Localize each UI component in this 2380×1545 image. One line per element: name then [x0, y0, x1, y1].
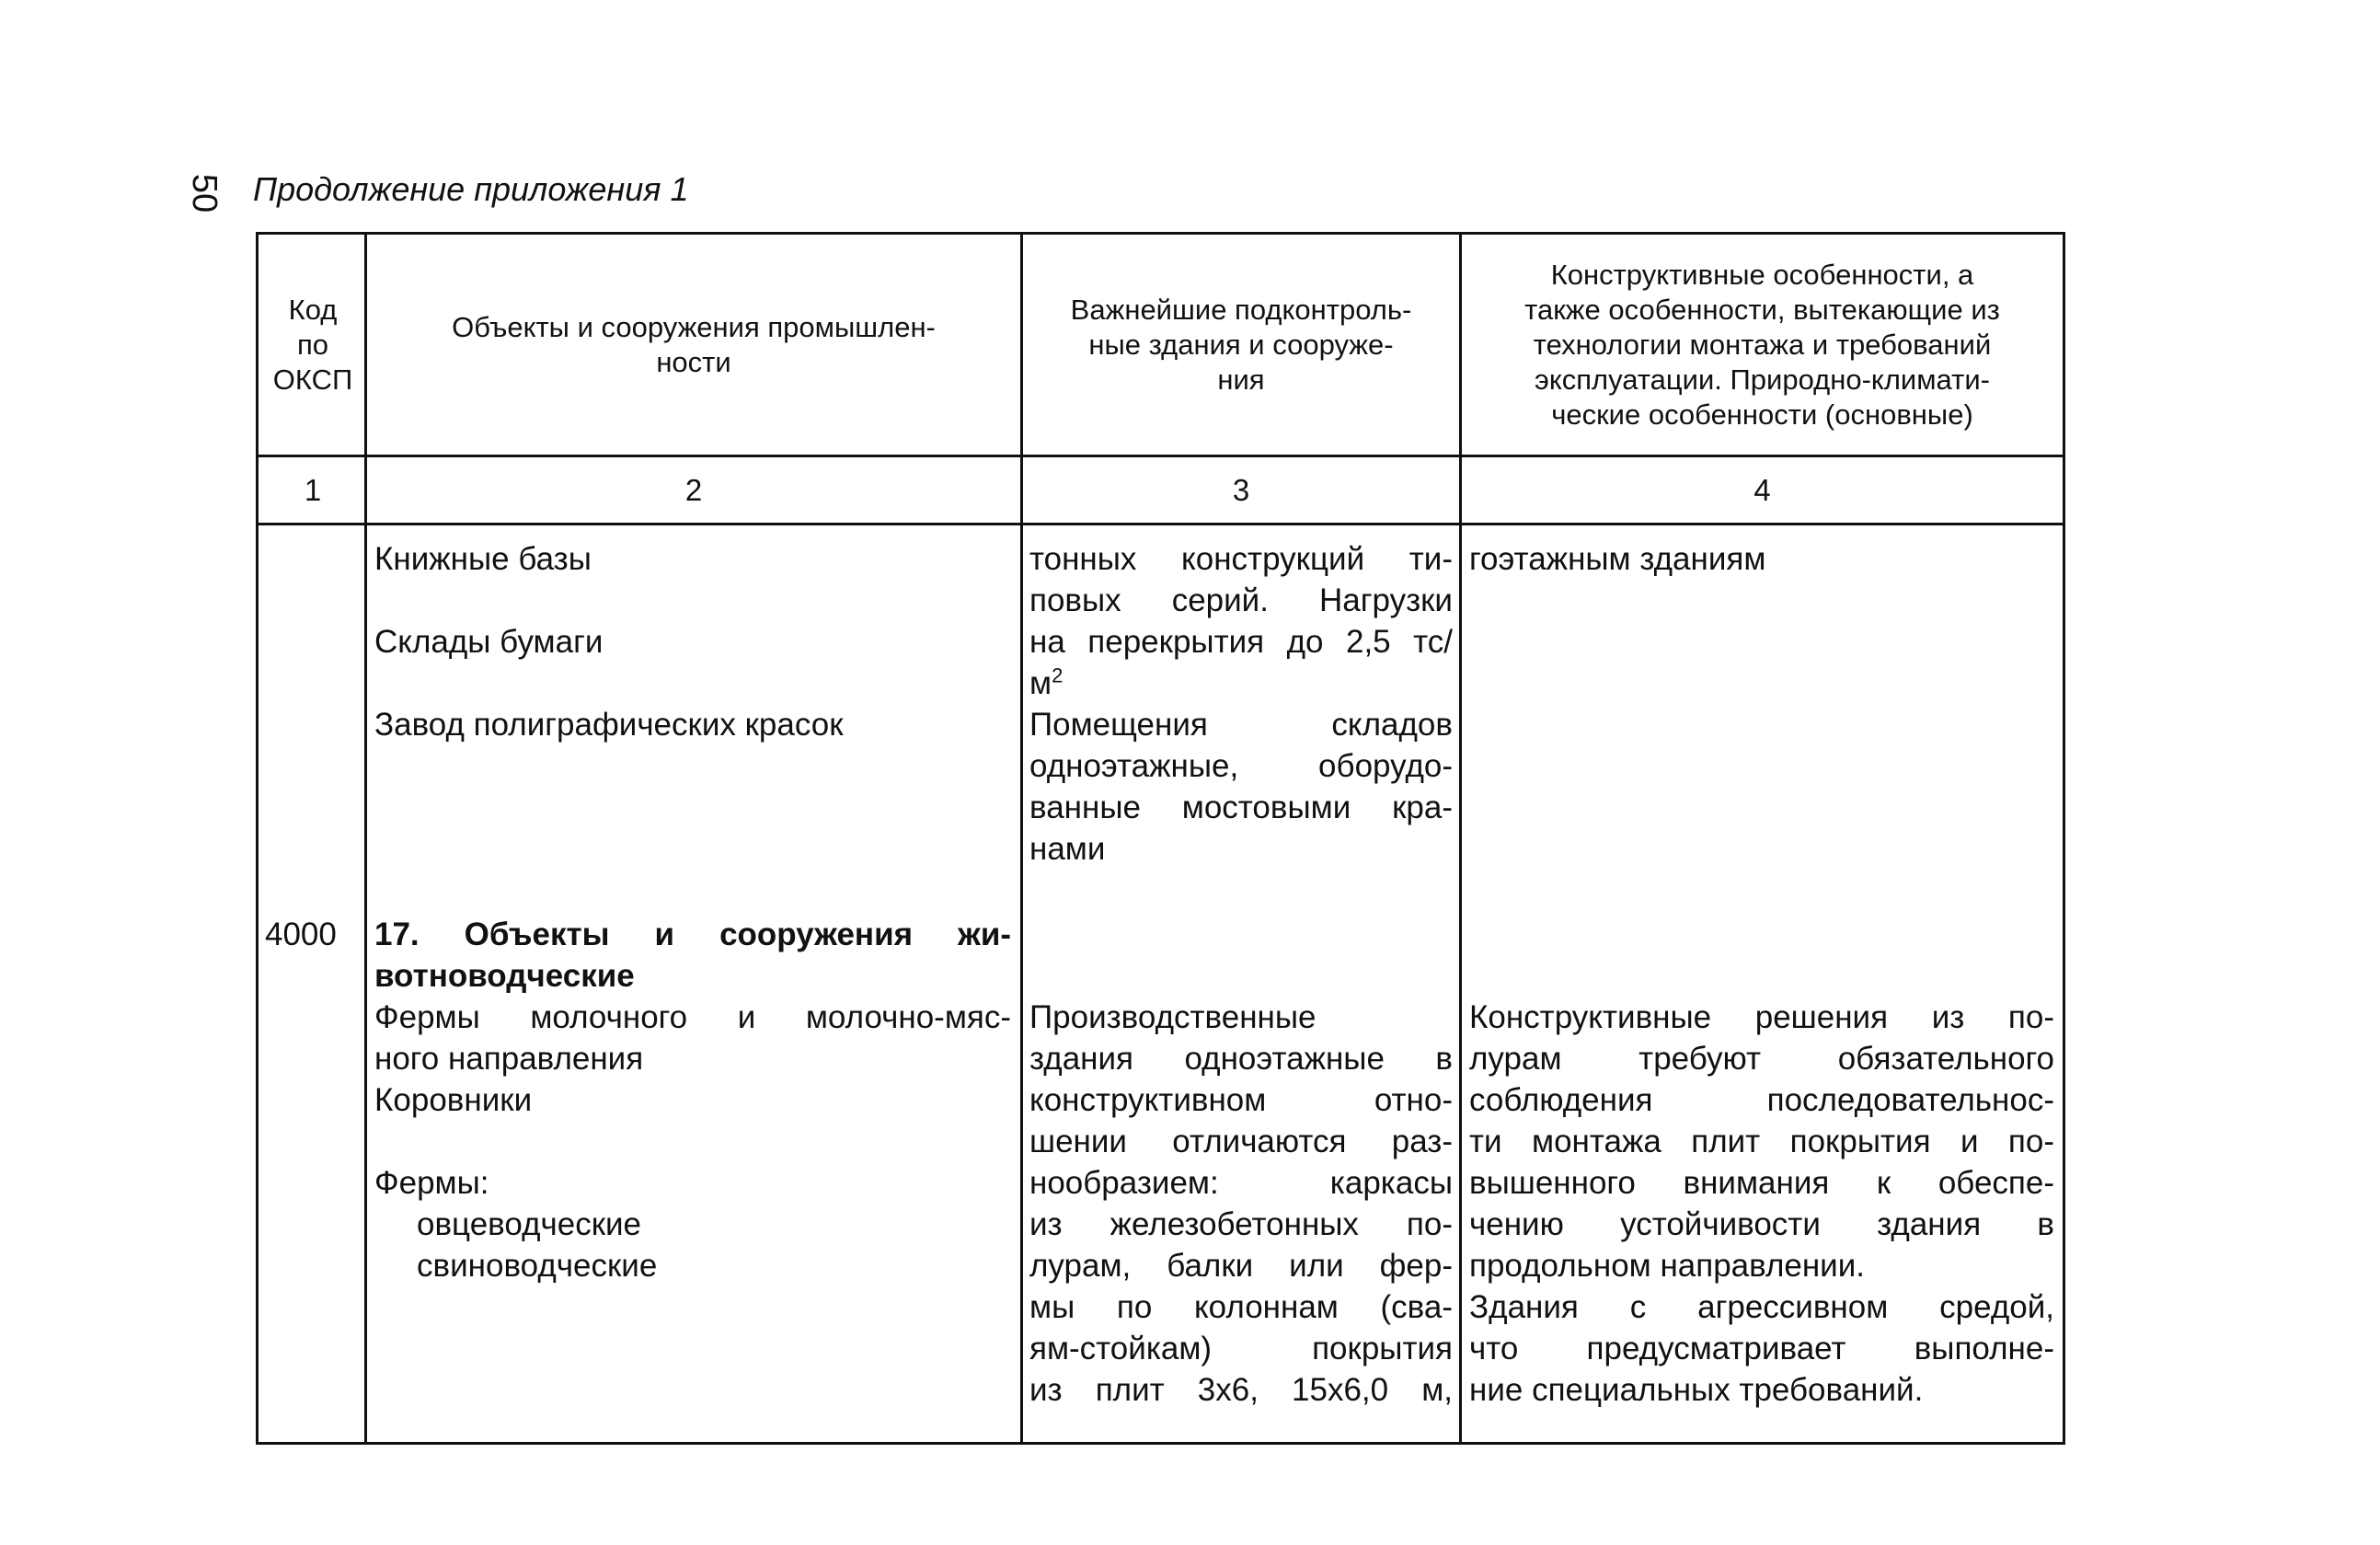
buildings-warehouse-text: Помещения складов одноэтажные, оборудо- ванные мостовыми кра- нами [1029, 707, 1453, 867]
header-buildings: Важнейшие подконтроль- ные здания и сооруже- ния [1070, 293, 1412, 396]
object-pig-farms: свиноводческие [417, 1248, 658, 1284]
features-top-text: гоэтажным зданиям [1469, 541, 1766, 577]
data-table [256, 232, 2065, 1445]
column-number-1: 1 [304, 472, 322, 507]
buildings-top-text: тонных конструкций ти- повых серий. Нагрузки на перекрытия до 2,5 тс/ $м^2$ [1029, 541, 1453, 701]
column-number-4: 4 [1753, 472, 1771, 507]
unit-base: м [1029, 665, 1052, 701]
object-book-bases: Книжные базы [374, 541, 592, 577]
column-number-3: 3 [1232, 472, 1250, 507]
header-objects: Объекты и сооружения промышлен- ности [452, 310, 936, 378]
object-dairy-farms: Фермы молочного и молочно-мяс- ного направления [374, 999, 1011, 1077]
row-divider [259, 523, 2063, 525]
buildings-livestock-text: Производственные здания одноэтажные в конструктивном отно- шении отличаются раз- нообразием: каркасы из железобетонных по- лурам, балки или фер- мы по колоннам (сва- ям-стойкам) покрытия из плит 3х6, 15х6,0 м, [1029, 999, 1453, 1408]
page-number: 50 [185, 173, 224, 213]
features-livestock-text: Конструктивные решения из по- лурам требуют обязательного соблюдения последовательнос- ти монтажа плит покрытия и по- вышенного внимания к обеспе- чению устойчивости здания в продольном направлении. Здания с агрессивном средой, что предусматривает выполне- ние специальных требований. [1469, 999, 2054, 1408]
unit-exponent: 2 [1052, 663, 1064, 687]
object-ink-plant: Завод полиграфических красок [374, 707, 844, 743]
header-code: Код по ОКСП [272, 293, 353, 396]
column-number-2: 2 [684, 472, 703, 507]
object-farms-label: Фермы: [374, 1165, 489, 1201]
section-title: 17. Объекты и сооружения жи- вотноводческие [374, 917, 1011, 994]
object-paper-warehouses: Склады бумаги [374, 624, 604, 660]
page-heading: Продолжение приложения 1 [253, 170, 689, 208]
object-sheep-farms: овцеводческие [417, 1206, 642, 1242]
object-cowsheds: Коровники [374, 1082, 533, 1118]
okcp-code: 4000 [265, 917, 337, 952]
header-features: Конструктивные особенности, а также особенности, вытекающие из технологии монтажа и требований эксплуатации. Природно-климати- ческие особенности (основные) [1524, 258, 2000, 431]
